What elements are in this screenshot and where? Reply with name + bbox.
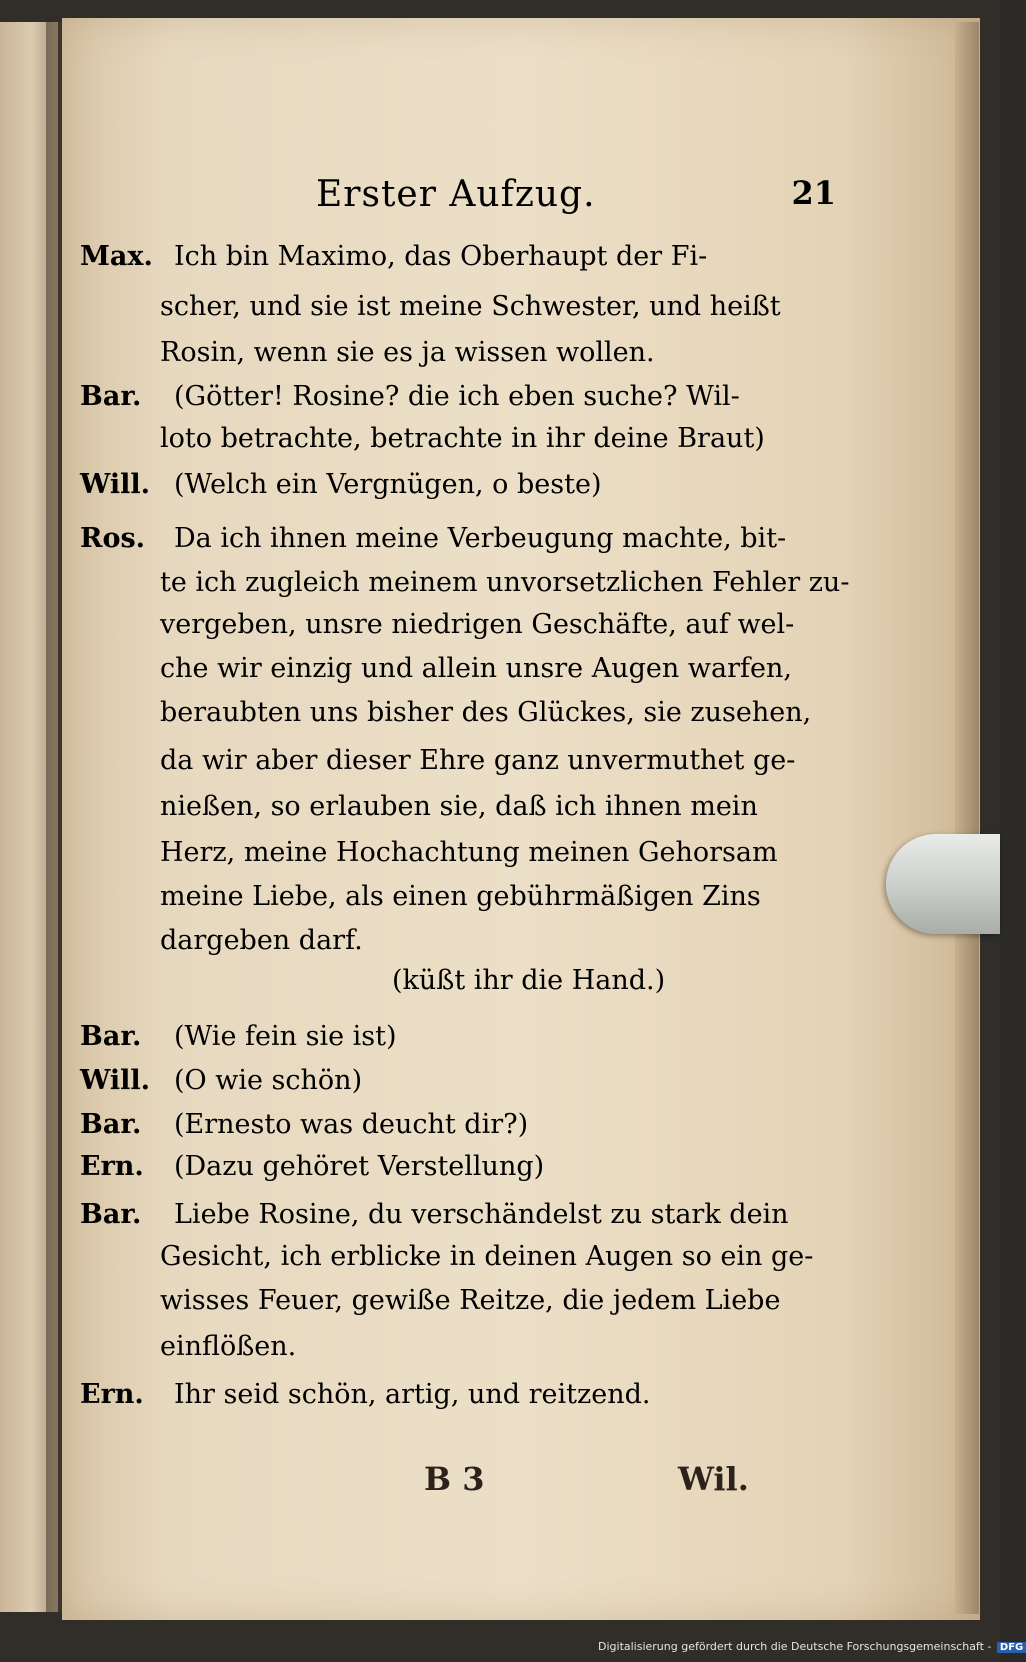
- line-text: che wir einzig und allein unsre Augen warfen,: [160, 653, 792, 684]
- line-text: dargeben darf.: [160, 925, 363, 956]
- line-text: scher, und sie ist meine Schwester, und heißt: [160, 291, 781, 322]
- right-page-edge: [955, 22, 979, 1614]
- dialogue-line: [160, 1240, 813, 1274]
- line-text: da wir aber dieser Ehre ganz unvermuthet ge-: [160, 745, 796, 776]
- dialogue-line: [160, 790, 758, 824]
- speaker-name: Ern.: [80, 1379, 144, 1410]
- line-text: (Dazu gehöret Verstellung): [174, 1151, 545, 1182]
- speaker-name: Will.: [80, 469, 151, 500]
- digitization-credit: [598, 1640, 1024, 1658]
- line-text: (Ernesto was deucht dir?): [174, 1109, 529, 1140]
- dfg-logo: DFG: [997, 1642, 1026, 1653]
- dialogue-line: [80, 1064, 362, 1098]
- line-text: wisses Feuer, gewiße Reitze, die jedem Liebe: [160, 1285, 781, 1316]
- line-text: beraubten uns bisher des Glückes, sie zusehen,: [160, 697, 812, 728]
- dialogue-line: [80, 380, 740, 414]
- line-text: (Götter! Rosine? die ich eben suche? Wil-: [174, 381, 740, 412]
- catchword: Wil.: [678, 1460, 749, 1498]
- line-text: Rosin, wenn sie es ja wissen wollen.: [160, 337, 655, 368]
- speaker-name: Will.: [80, 1065, 151, 1096]
- dialogue-line: [160, 836, 778, 870]
- line-text: nießen, so erlauben sie, daß ich ihnen mein: [160, 791, 758, 822]
- page-number: 21: [791, 174, 836, 212]
- speaker-name: Bar.: [80, 1021, 142, 1052]
- dialogue-line: [392, 964, 665, 998]
- dialogue-line: [80, 240, 707, 274]
- speaker-name: Ros.: [80, 523, 146, 554]
- dialogue-line: [160, 696, 811, 730]
- line-text: einflößen.: [160, 1331, 297, 1362]
- line-text: (Welch ein Vergnügen, o beste): [174, 469, 602, 500]
- line-text: Ich bin Maximo, das Oberhaupt der Fi-: [174, 241, 708, 272]
- page-clip: [886, 834, 1000, 934]
- dialogue-line: [160, 608, 794, 642]
- line-text: Ihr seid schön, artig, und reitzend.: [174, 1379, 651, 1410]
- dialogue-line: [160, 1284, 780, 1318]
- running-title: Erster Aufzug.: [316, 174, 596, 215]
- speaker-name: Bar.: [80, 381, 142, 412]
- credit-text: Digitalisierung gefördert durch die Deutsche Forschungsgemeinschaft -: [598, 1640, 992, 1653]
- dialogue-line: [160, 652, 792, 686]
- speaker-name: Ern.: [80, 1151, 144, 1182]
- dialogue-line: [80, 1198, 789, 1232]
- dialogue-line: [160, 422, 765, 456]
- speaker-name: Max.: [80, 241, 153, 272]
- line-text: Gesicht, ich erblicke in deinen Augen so ein ge-: [160, 1241, 814, 1272]
- dialogue-line: [160, 566, 849, 600]
- page-header: [76, 174, 836, 224]
- signature-mark: B 3: [424, 1460, 485, 1498]
- dialogue-line: [80, 1378, 650, 1412]
- dialogue-line: [80, 1108, 528, 1142]
- line-text: (O wie schön): [174, 1065, 363, 1096]
- dialogue-line: [160, 880, 761, 914]
- dialogue-line: [160, 336, 655, 370]
- line-text: (küßt ihr die Hand.): [392, 965, 666, 996]
- dialogue-line: [80, 1020, 397, 1054]
- dialogue-line: [80, 522, 786, 556]
- dialogue-line: [160, 744, 795, 778]
- dialogue-line: [160, 924, 363, 958]
- dialogue-line: [80, 1150, 544, 1184]
- line-text: te ich zugleich meinem unvorsetzlichen Fehler zu-: [160, 567, 850, 598]
- line-text: Da ich ihnen meine Verbeugung machte, bit-: [174, 523, 787, 554]
- dialogue-line: [160, 1330, 296, 1364]
- speaker-name: Bar.: [80, 1109, 142, 1140]
- line-text: (Wie fein sie ist): [174, 1021, 397, 1052]
- dialogue-line: [80, 468, 601, 502]
- line-text: loto betrachte, betrachte in ihr deine Braut): [160, 423, 765, 454]
- line-text: Herz, meine Hochachtung meinen Gehorsam: [160, 837, 778, 868]
- dialogue-line: [160, 290, 781, 324]
- line-text: Liebe Rosine, du verschändelst zu stark dein: [174, 1199, 789, 1230]
- line-text: vergeben, unsre niedrigen Geschäfte, auf wel-: [160, 609, 795, 640]
- line-text: meine Liebe, als einen gebührmäßigen Zins: [160, 881, 761, 912]
- speaker-name: Bar.: [80, 1199, 142, 1230]
